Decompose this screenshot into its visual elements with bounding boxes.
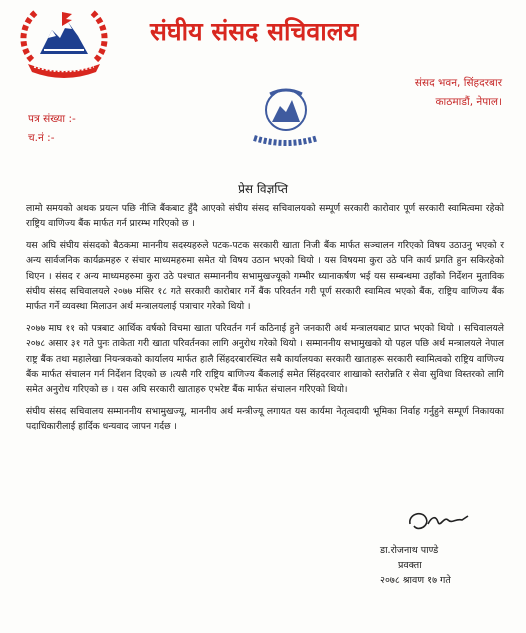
signature-block bbox=[380, 543, 451, 588]
paragraph-3: २०७७ माघ ११ को पत्रबाट आर्थिक वर्षको विचमा खाता परिवर्तन गर्न कठिनाई हुने जनकारी अर्थ मन्त्रालयबाट प्राप्त भएको थियो । सचिवालयले २०७८ असार ३१ गते पुनः ताकेता गरी खाता परिवर्तनका लागि अनुरोध गरेको थियो । सम्माननीय सभामुखको यो पहल पछि अर्थ मन्त्रालयले नेपाल राष्ट्र बैंक तथा महालेखा नियन्त्रकको कार्यालय मार्फत हालै सिंहदरबारस्थित सबै कार्यालयका सरकारी खाताहरू सरकारी स्वामित्वको राष्ट्रिय वाणिज्य बैंक मार्फत संचालन गर्न निर्देशन दिएको छ ।त्यसै गरि राष्ट्रिय बाणिज्य बैंकलाई समेत सिंहदरवार शाखाको स्तरोन्नति र सेवा सुविधा विस्तरको लागि समेत अनुरोध गरिएको छ । यस अघि सरकारी खाताहरु एभरेष्ट बैंक मार्फत संचालन गरिएको थियो। bbox=[26, 322, 504, 396]
dispatch-number-label: च.नं :- bbox=[28, 132, 55, 144]
signatory-designation: प्रवक्ता bbox=[398, 560, 422, 571]
address-line-2: काठमाडौं, नेपाल। bbox=[435, 96, 502, 108]
letter-number-label: पत्र संख्या :- bbox=[28, 113, 76, 125]
nepal-coat-of-arms-icon bbox=[14, 4, 114, 78]
paragraph-1: लामो समयको अथक प्रयत्न पछि नीजि बैंकबाट हुँदै आएको संघीय संसद सचिवालयको सम्पूर्ण सरकारी कारोवार पूर्ण सरकारी स्वामित्वमा रहेको राष्ट्रिय वाणिज्य बैंक मार्फत गर्न प्रारम्भ गरिएको छ । bbox=[26, 203, 504, 230]
press-release-heading: प्रेस विज्ञप्ति bbox=[238, 182, 288, 196]
signature-date: २०७८ श्रावण १७ गते bbox=[380, 575, 451, 586]
press-release-body bbox=[26, 201, 504, 441]
office-title: संघीय संसद सचिवालय bbox=[150, 17, 359, 46]
parliament-secretariat-seal-icon bbox=[240, 82, 332, 148]
paragraph-2: यस अघि संघीय संसदको बैठकमा माननीय सदस्यहरुले पटक-पटक सरकारी खाता निजी बैंक मार्फत सञ्चालन गरिएको विषय उठाउनु भएको र अन्य सार्वजनिक कार्यक्रमहरु र संचार माध्यमहरुमा समेत यो विषय उठान भएको थियो । यस विषयमा कुरा उठे पनि कार्य प्रगति हुन सकिरहेको थिएन । संसद र अन्य माध्यमहरुमा कुरा उठे पश्चात सम्माननीय सभामुखज्यूको गम्भीर ध्यानाकर्षण भई यस सम्बन्धमा उहाँको निर्देशन मुताविक संघीय संसद सचिवालयले २०७७ मंसिर १८ गते सरकारी कारोबार गर्ने बैंक परिवर्तन गरी पूर्ण सरकारी स्वामित्व भएको बैंक, राष्ट्रिय वाणिज्य बैंक मार्फत गर्ने व्यवस्था मिलाउन अर्थ मन्त्रालयलाई पत्राचार गरेको थियो । bbox=[26, 239, 504, 313]
office-address bbox=[415, 74, 502, 112]
signatory-name: डा.रोजनाथ पाण्डे bbox=[380, 545, 439, 556]
letterhead bbox=[0, 0, 526, 80]
letter-reference bbox=[28, 110, 76, 148]
handwritten-signature-icon bbox=[404, 508, 474, 536]
paragraph-4: संघीय संसद सचिवालय सम्माननीय सभामुखज्यू, माननीय अर्थ मन्त्रीज्यू लगायत यस कार्यमा नेतृत्वदायी भूमिका निर्वाह गर्नुहुने सम्पूर्ण निकायका पदाधिकारीलाई हार्दिक धन्यवाद जापन गर्दछ । bbox=[26, 405, 504, 433]
address-line-1: संसद भवन, सिंहदरबार bbox=[414, 77, 502, 89]
